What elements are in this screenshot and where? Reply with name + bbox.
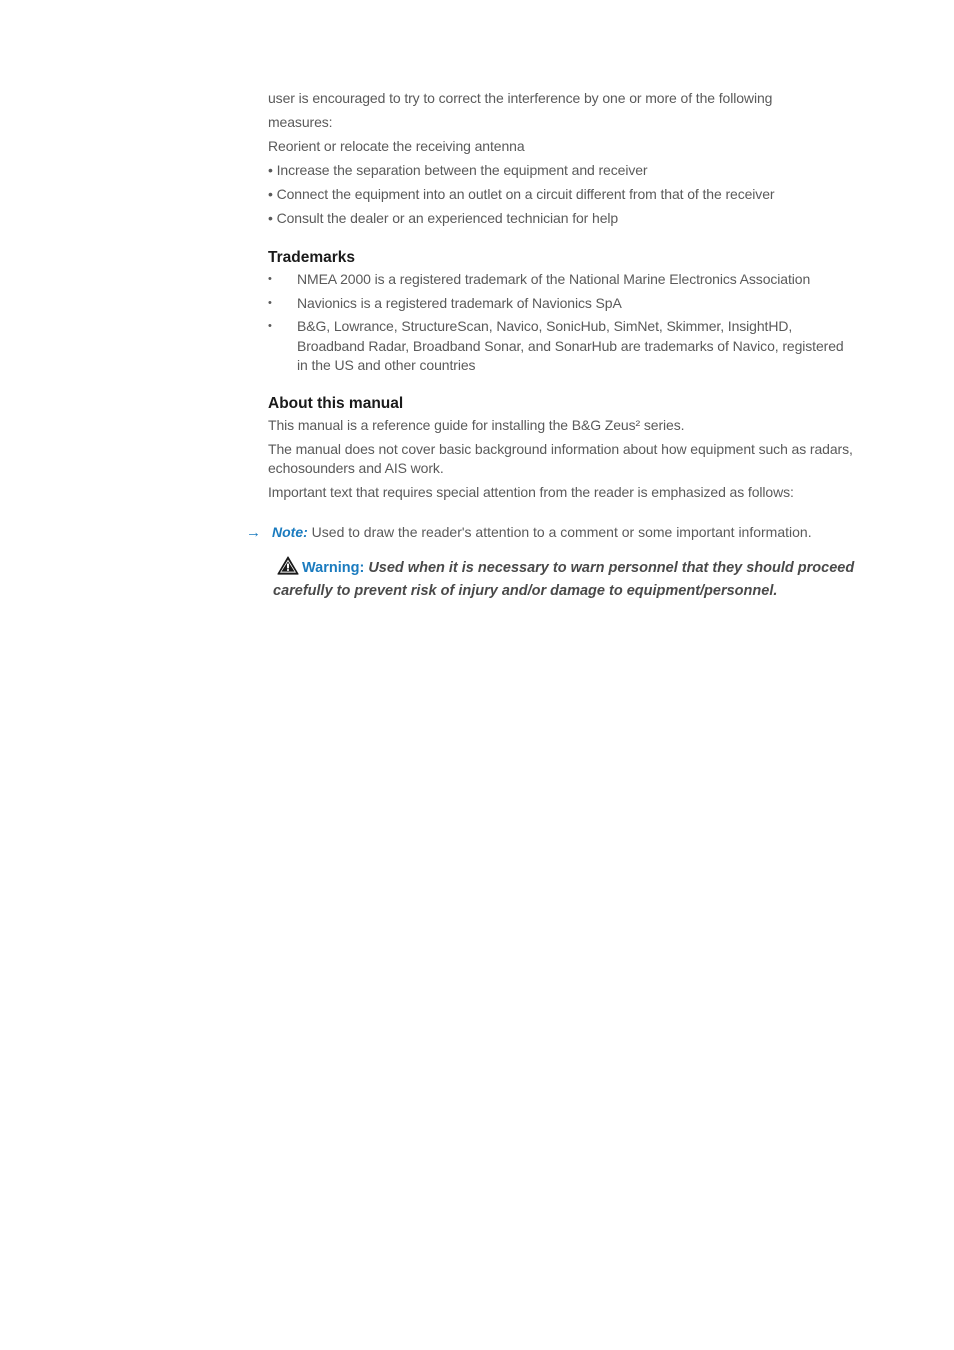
trademark-text: B&G, Lowrance, StructureScan, Navico, SonicHub, SimNet, Skimmer, InsightHD, Broadband Radar, Broadband Sonar, and SonarHub are trademarks of Navico, registered in the US and other countries (297, 318, 844, 373)
warning-triangle-icon (277, 556, 299, 582)
list-item (268, 270, 858, 290)
about-paragraph: Important text that requires special attention from the reader is emphasized as follows: (268, 483, 794, 500)
trademarks-heading: Trademarks (268, 249, 356, 266)
warning-text: Used when it is necessary to warn personnel that they should proceed carefully to prevent risk of injury and/or damage to equipment/personnel. (273, 560, 855, 599)
trademark-text: Navionics is a registered trademark of Navionics SpA (297, 294, 622, 311)
intro-line: Reorient or relocate the receiving antenna (268, 138, 525, 154)
note-text: Used to draw the reader's attention to a comment or some important information. (307, 524, 812, 540)
list-item (268, 294, 858, 314)
trademarks-list (268, 270, 858, 376)
bullet: • (268, 296, 272, 309)
intro-line: measures: (268, 114, 333, 130)
intro-line: • Increase the separation between the equipment and receiver (268, 162, 648, 178)
warning-callout (273, 556, 858, 601)
note-label: Note: (272, 524, 308, 540)
about-paragraph: This manual is a reference guide for installing the B&G Zeus² series. (268, 416, 685, 433)
intro-line: user is encouraged to try to correct the interference by one or more of the following (268, 90, 773, 106)
trademark-text: NMEA 2000 is a registered trademark of the National Marine Electronics Association (297, 271, 811, 287)
intro-line: • Consult the dealer or an experienced technician for help (268, 210, 619, 226)
interference-measures (268, 86, 858, 230)
about-heading: About this manual (268, 394, 404, 412)
note-callout (246, 522, 858, 543)
bullet: • (268, 320, 272, 332)
arrow-right-icon: → (246, 524, 261, 541)
about-section (268, 394, 858, 502)
warning-label: Warning: (302, 560, 365, 576)
page-content (268, 86, 858, 507)
intro-line: • Connect the equipment into an outlet on a circuit different from that of the receiver (268, 186, 775, 202)
list-item (268, 317, 858, 376)
about-paragraph: The manual does not cover basic background information about how equipment such as radars, echosounders and AIS work. (268, 440, 853, 476)
bullet: • (268, 273, 272, 285)
trademarks-section (268, 248, 858, 376)
